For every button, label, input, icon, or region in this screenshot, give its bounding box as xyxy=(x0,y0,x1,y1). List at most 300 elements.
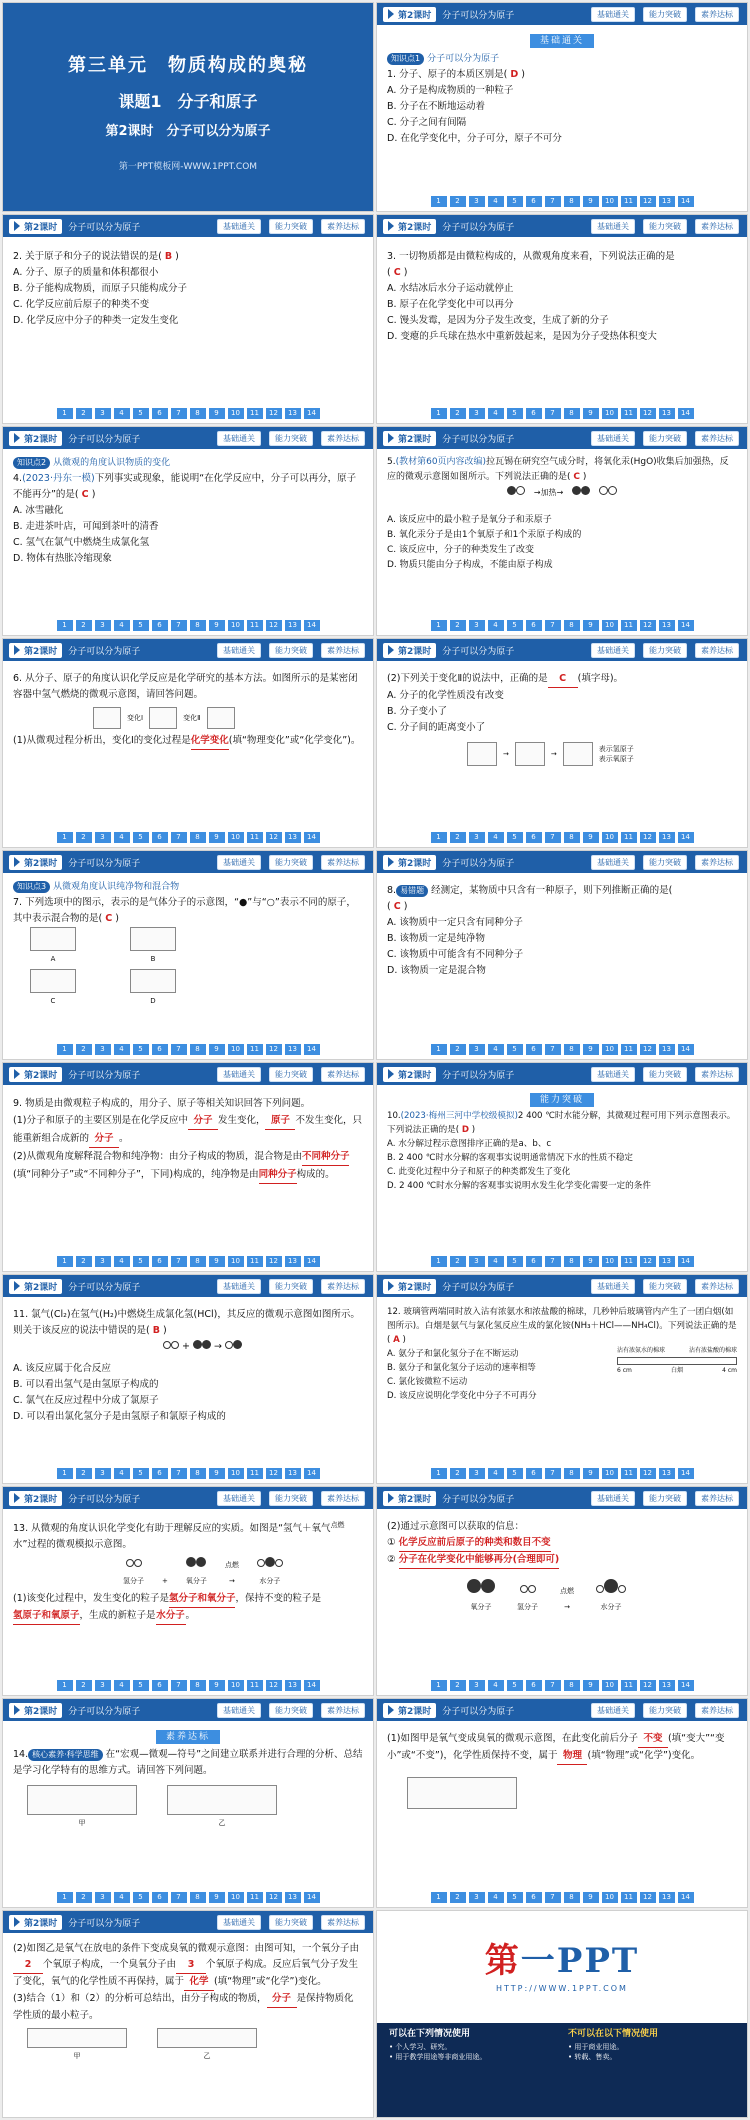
page-button[interactable]: 4 xyxy=(114,408,130,419)
page-button[interactable]: 13 xyxy=(659,408,675,419)
nav-literacy-button[interactable]: 素养达标 xyxy=(321,1915,365,1930)
nav-ability-button[interactable]: 能力突破 xyxy=(643,1067,687,1082)
page-button[interactable]: 14 xyxy=(678,196,694,207)
page-button[interactable]: 11 xyxy=(621,1680,637,1691)
page-button[interactable]: 8 xyxy=(190,1256,206,1267)
page-button[interactable]: 13 xyxy=(285,408,301,419)
page-button[interactable]: 3 xyxy=(469,620,485,631)
page-button[interactable]: 14 xyxy=(678,1468,694,1479)
page-button[interactable]: 3 xyxy=(95,832,111,843)
page-button[interactable]: 7 xyxy=(545,1468,561,1479)
page-button[interactable]: 2 xyxy=(450,1468,466,1479)
nav-literacy-button[interactable]: 素养达标 xyxy=(321,1703,365,1718)
page-button[interactable]: 1 xyxy=(431,196,447,207)
page-button[interactable]: 8 xyxy=(564,196,580,207)
page-button[interactable]: 7 xyxy=(545,196,561,207)
nav-literacy-button[interactable]: 素养达标 xyxy=(321,1067,365,1082)
page-button[interactable]: 5 xyxy=(133,1680,149,1691)
page-button[interactable]: 10 xyxy=(228,1044,244,1055)
page-button[interactable]: 13 xyxy=(285,1680,301,1691)
page-button[interactable]: 7 xyxy=(171,408,187,419)
page-button[interactable]: 7 xyxy=(171,1468,187,1479)
nav-basic-button[interactable]: 基础通关 xyxy=(217,1279,261,1294)
page-button[interactable]: 6 xyxy=(526,1892,542,1903)
page-button[interactable]: 2 xyxy=(76,620,92,631)
page-button[interactable]: 6 xyxy=(526,832,542,843)
page-button[interactable]: 7 xyxy=(545,1044,561,1055)
page-button[interactable]: 6 xyxy=(152,1256,168,1267)
page-button[interactable]: 13 xyxy=(659,1892,675,1903)
page-button[interactable]: 11 xyxy=(621,196,637,207)
page-button[interactable]: 4 xyxy=(114,1680,130,1691)
page-button[interactable]: 3 xyxy=(95,1468,111,1479)
page-button[interactable]: 13 xyxy=(285,832,301,843)
page-button[interactable]: 4 xyxy=(488,408,504,419)
page-button[interactable]: 2 xyxy=(450,620,466,631)
page-button[interactable]: 2 xyxy=(450,1892,466,1903)
page-button[interactable]: 6 xyxy=(152,1044,168,1055)
page-button[interactable]: 1 xyxy=(431,832,447,843)
page-button[interactable]: 10 xyxy=(602,1044,618,1055)
page-button[interactable]: 10 xyxy=(228,1468,244,1479)
page-button[interactable]: 14 xyxy=(678,408,694,419)
page-button[interactable]: 4 xyxy=(114,1892,130,1903)
page-button[interactable]: 11 xyxy=(621,620,637,631)
nav-basic-button[interactable]: 基础通关 xyxy=(591,1703,635,1718)
page-button[interactable]: 13 xyxy=(285,1468,301,1479)
page-button[interactable]: 3 xyxy=(469,832,485,843)
page-button[interactable]: 10 xyxy=(228,1256,244,1267)
page-button[interactable]: 12 xyxy=(266,1892,282,1903)
page-button[interactable]: 4 xyxy=(114,1044,130,1055)
nav-ability-button[interactable]: 能力突破 xyxy=(643,855,687,870)
page-button[interactable]: 6 xyxy=(526,620,542,631)
page-button[interactable]: 6 xyxy=(526,408,542,419)
nav-literacy-button[interactable]: 素养达标 xyxy=(321,219,365,234)
page-button[interactable]: 11 xyxy=(621,408,637,419)
nav-ability-button[interactable]: 能力突破 xyxy=(269,431,313,446)
page-button[interactable]: 14 xyxy=(304,1256,320,1267)
page-button[interactable]: 8 xyxy=(564,1044,580,1055)
page-button[interactable]: 10 xyxy=(602,1468,618,1479)
page-button[interactable]: 1 xyxy=(57,1256,73,1267)
page-button[interactable]: 11 xyxy=(247,1680,263,1691)
page-button[interactable]: 9 xyxy=(583,832,599,843)
page-button[interactable]: 1 xyxy=(431,1256,447,1267)
page-button[interactable]: 8 xyxy=(190,620,206,631)
page-button[interactable]: 2 xyxy=(76,1256,92,1267)
nav-ability-button[interactable]: 能力突破 xyxy=(643,643,687,658)
page-button[interactable]: 9 xyxy=(209,408,225,419)
page-button[interactable]: 2 xyxy=(76,1468,92,1479)
page-button[interactable]: 10 xyxy=(602,1892,618,1903)
nav-basic-button[interactable]: 基础通关 xyxy=(591,431,635,446)
page-button[interactable]: 4 xyxy=(488,1892,504,1903)
page-button[interactable]: 10 xyxy=(228,832,244,843)
page-button[interactable]: 14 xyxy=(678,832,694,843)
page-button[interactable]: 3 xyxy=(469,196,485,207)
page-button[interactable]: 2 xyxy=(76,408,92,419)
page-button[interactable]: 4 xyxy=(488,1468,504,1479)
page-button[interactable]: 9 xyxy=(209,1044,225,1055)
page-button[interactable]: 10 xyxy=(228,1680,244,1691)
page-button[interactable]: 11 xyxy=(247,1044,263,1055)
page-button[interactable]: 12 xyxy=(640,408,656,419)
nav-literacy-button[interactable]: 素养达标 xyxy=(695,1067,739,1082)
page-button[interactable]: 11 xyxy=(247,1892,263,1903)
page-button[interactable]: 7 xyxy=(545,1892,561,1903)
page-button[interactable]: 11 xyxy=(247,408,263,419)
page-button[interactable]: 5 xyxy=(507,1892,523,1903)
nav-ability-button[interactable]: 能力突破 xyxy=(269,219,313,234)
page-button[interactable]: 2 xyxy=(76,1044,92,1055)
page-button[interactable]: 12 xyxy=(640,620,656,631)
page-button[interactable]: 4 xyxy=(114,620,130,631)
page-button[interactable]: 7 xyxy=(171,1892,187,1903)
nav-basic-button[interactable]: 基础通关 xyxy=(591,643,635,658)
page-button[interactable]: 2 xyxy=(450,1256,466,1267)
nav-ability-button[interactable]: 能力突破 xyxy=(269,855,313,870)
page-button[interactable]: 9 xyxy=(583,1680,599,1691)
page-button[interactable]: 3 xyxy=(469,1892,485,1903)
page-button[interactable]: 1 xyxy=(431,620,447,631)
page-button[interactable]: 2 xyxy=(76,1892,92,1903)
page-button[interactable]: 9 xyxy=(209,1892,225,1903)
page-button[interactable]: 9 xyxy=(583,1044,599,1055)
nav-basic-button[interactable]: 基础通关 xyxy=(217,643,261,658)
page-button[interactable]: 9 xyxy=(583,620,599,631)
page-button[interactable]: 7 xyxy=(171,1680,187,1691)
page-button[interactable]: 8 xyxy=(190,832,206,843)
page-button[interactable]: 1 xyxy=(57,1044,73,1055)
page-button[interactable]: 6 xyxy=(152,832,168,843)
page-button[interactable]: 4 xyxy=(488,832,504,843)
page-button[interactable]: 1 xyxy=(431,1892,447,1903)
nav-ability-button[interactable]: 能力突破 xyxy=(269,1279,313,1294)
page-button[interactable]: 10 xyxy=(602,196,618,207)
page-nav xyxy=(377,408,747,419)
page-button[interactable]: 1 xyxy=(431,1044,447,1055)
page-button[interactable]: 1 xyxy=(431,408,447,419)
page-button[interactable]: 12 xyxy=(266,832,282,843)
page-button[interactable]: 3 xyxy=(469,408,485,419)
nav-ability-button[interactable]: 能力突破 xyxy=(269,643,313,658)
nav-ability-button[interactable]: 能力突破 xyxy=(643,7,687,22)
page-button[interactable]: 13 xyxy=(659,196,675,207)
nav-basic-button[interactable]: 基础通关 xyxy=(217,431,261,446)
nav-basic-button[interactable]: 基础通关 xyxy=(591,855,635,870)
page-button[interactable]: 3 xyxy=(95,1256,111,1267)
page-button[interactable]: 12 xyxy=(266,1256,282,1267)
page-button[interactable]: 3 xyxy=(469,1680,485,1691)
page-button[interactable]: 11 xyxy=(247,1468,263,1479)
page-button[interactable]: 1 xyxy=(57,1680,73,1691)
page-button[interactable]: 5 xyxy=(133,620,149,631)
nav-literacy-button[interactable]: 素养达标 xyxy=(695,219,739,234)
page-button[interactable]: 4 xyxy=(488,1044,504,1055)
page-button[interactable]: 13 xyxy=(659,1044,675,1055)
subquestion-2: (2)下列关于变化Ⅱ的说法中，正确的是 C (填字母)。 xyxy=(387,671,737,688)
page-button[interactable]: 14 xyxy=(304,620,320,631)
page-button[interactable]: 12 xyxy=(640,832,656,843)
page-button[interactable]: 3 xyxy=(95,1680,111,1691)
page-button[interactable]: 9 xyxy=(209,620,225,631)
question-9: 9. 物质是由微观粒子构成的，用分子、原子等相关知识回答下列问题。 xyxy=(13,1098,311,1109)
nav-basic-button[interactable]: 基础通关 xyxy=(217,1491,261,1506)
page-button[interactable]: 8 xyxy=(564,620,580,631)
page-button[interactable]: 8 xyxy=(564,1892,580,1903)
page-button[interactable]: 6 xyxy=(152,1468,168,1479)
nav-literacy-button[interactable]: 素养达标 xyxy=(321,643,365,658)
page-button[interactable]: 14 xyxy=(678,1256,694,1267)
page-button[interactable]: 6 xyxy=(526,1468,542,1479)
page-button[interactable]: 4 xyxy=(488,1680,504,1691)
page-button[interactable]: 6 xyxy=(152,1892,168,1903)
page-button[interactable]: 12 xyxy=(640,1680,656,1691)
page-button[interactable]: 13 xyxy=(659,1256,675,1267)
page-button[interactable]: 12 xyxy=(640,196,656,207)
nav-ability-button[interactable]: 能力突破 xyxy=(643,219,687,234)
page-button[interactable]: 8 xyxy=(190,1044,206,1055)
page-button[interactable]: 14 xyxy=(304,408,320,419)
page-button[interactable]: 1 xyxy=(57,1468,73,1479)
page-button[interactable]: 7 xyxy=(171,832,187,843)
nav-literacy-button[interactable]: 素养达标 xyxy=(695,431,739,446)
nav-basic-button[interactable]: 基础通关 xyxy=(591,1491,635,1506)
page-button[interactable]: 10 xyxy=(602,408,618,419)
page-button[interactable]: 8 xyxy=(190,1892,206,1903)
page-button[interactable]: 4 xyxy=(114,832,130,843)
nav-basic-button[interactable]: 基础通关 xyxy=(217,219,261,234)
page-button[interactable]: 12 xyxy=(640,1256,656,1267)
page-button[interactable]: 5 xyxy=(133,1468,149,1479)
nav-literacy-button[interactable]: 素养达标 xyxy=(695,1703,739,1718)
page-button[interactable]: 5 xyxy=(507,1680,523,1691)
page-button[interactable]: 8 xyxy=(190,1468,206,1479)
page-button[interactable]: 1 xyxy=(57,832,73,843)
nav-ability-button[interactable]: 能力突破 xyxy=(269,1491,313,1506)
nav-ability-button[interactable]: 能力突破 xyxy=(643,431,687,446)
page-button[interactable]: 3 xyxy=(95,408,111,419)
nav-basic-button[interactable]: 基础通关 xyxy=(217,1703,261,1718)
page-button[interactable]: 4 xyxy=(114,1256,130,1267)
page-button[interactable]: 12 xyxy=(266,620,282,631)
page-button[interactable]: 14 xyxy=(304,1680,320,1691)
nav-basic-button[interactable]: 基础通关 xyxy=(591,219,635,234)
page-button[interactable]: 3 xyxy=(469,1468,485,1479)
page-button[interactable]: 5 xyxy=(133,1256,149,1267)
page-button[interactable]: 12 xyxy=(266,408,282,419)
page-button[interactable]: 11 xyxy=(247,1256,263,1267)
page-button[interactable]: 2 xyxy=(450,1044,466,1055)
page-button[interactable]: 11 xyxy=(621,1044,637,1055)
nav-literacy-button[interactable]: 素养达标 xyxy=(321,1491,365,1506)
page-button[interactable]: 11 xyxy=(621,1892,637,1903)
nav-basic-button[interactable]: 基础通关 xyxy=(217,1915,261,1930)
page-button[interactable]: 13 xyxy=(659,620,675,631)
page-button[interactable]: 8 xyxy=(564,1680,580,1691)
page-button[interactable]: 9 xyxy=(209,1680,225,1691)
page-button[interactable]: 1 xyxy=(431,1680,447,1691)
page-button[interactable]: 7 xyxy=(545,1680,561,1691)
page-button[interactable]: 12 xyxy=(266,1468,282,1479)
page-button[interactable]: 8 xyxy=(190,408,206,419)
page-button[interactable]: 10 xyxy=(228,1892,244,1903)
page-button[interactable]: 5 xyxy=(133,1044,149,1055)
page-button[interactable]: 1 xyxy=(57,1892,73,1903)
nav-basic-button[interactable]: 基础通关 xyxy=(217,855,261,870)
nav-ability-button[interactable]: 能力突破 xyxy=(643,1491,687,1506)
page-button[interactable]: 14 xyxy=(304,1468,320,1479)
page-button[interactable]: 10 xyxy=(602,620,618,631)
nav-ability-button[interactable]: 能力突破 xyxy=(643,1703,687,1718)
page-button[interactable]: 7 xyxy=(171,1256,187,1267)
page-button[interactable]: 7 xyxy=(545,408,561,419)
nav-literacy-button[interactable]: 素养达标 xyxy=(695,643,739,658)
nav-literacy-button[interactable]: 素养达标 xyxy=(695,7,739,22)
page-button[interactable]: 11 xyxy=(247,620,263,631)
page-button[interactable]: 6 xyxy=(152,620,168,631)
page-button[interactable]: 9 xyxy=(583,196,599,207)
page-button[interactable]: 13 xyxy=(285,1044,301,1055)
page-button[interactable]: 10 xyxy=(602,1256,618,1267)
page-button[interactable]: 2 xyxy=(76,832,92,843)
page-button[interactable]: 1 xyxy=(431,1468,447,1479)
page-button[interactable]: 14 xyxy=(678,620,694,631)
page-button[interactable]: 1 xyxy=(57,408,73,419)
nav-basic-button[interactable]: 基础通关 xyxy=(217,1067,261,1082)
option-c: C. 氯化铵微粒不运动 xyxy=(387,1377,468,1387)
page-button[interactable]: 12 xyxy=(266,1044,282,1055)
page-button[interactable]: 14 xyxy=(304,832,320,843)
nav-basic-button[interactable]: 基础通关 xyxy=(591,1279,635,1294)
page-button[interactable]: 12 xyxy=(640,1044,656,1055)
nav-ability-button[interactable]: 能力突破 xyxy=(269,1703,313,1718)
page-button[interactable]: 10 xyxy=(602,832,618,843)
page-button[interactable]: 9 xyxy=(583,1892,599,1903)
page-button[interactable]: 7 xyxy=(545,1256,561,1267)
page-button[interactable]: 12 xyxy=(640,1892,656,1903)
page-button[interactable]: 12 xyxy=(266,1680,282,1691)
page-button[interactable]: 11 xyxy=(247,832,263,843)
page-button[interactable]: 14 xyxy=(304,1892,320,1903)
nav-basic-button[interactable]: 基础通关 xyxy=(591,1067,635,1082)
question-10: 10.(2023·梅州三河中学校级模拟)2 400 ℃时水能分解，其微观过程可用下列示意图表示。下列说法正确的是( D ) xyxy=(387,1111,736,1135)
page-button[interactable]: 7 xyxy=(545,832,561,843)
page-button[interactable]: 6 xyxy=(526,1256,542,1267)
page-button[interactable]: 5 xyxy=(133,832,149,843)
nav-ability-button[interactable]: 能力突破 xyxy=(269,1067,313,1082)
page-button[interactable]: 4 xyxy=(488,196,504,207)
page-button[interactable]: 13 xyxy=(285,620,301,631)
page-button[interactable]: 3 xyxy=(469,1256,485,1267)
page-button[interactable]: 13 xyxy=(285,1256,301,1267)
page-button[interactable]: 10 xyxy=(228,408,244,419)
page-button[interactable]: 7 xyxy=(171,620,187,631)
page-button[interactable]: 10 xyxy=(228,620,244,631)
page-button[interactable]: 5 xyxy=(507,408,523,419)
page-button[interactable]: 6 xyxy=(526,196,542,207)
page-button[interactable]: 4 xyxy=(488,1256,504,1267)
page-button[interactable]: 8 xyxy=(190,1680,206,1691)
page-button[interactable]: 7 xyxy=(171,1044,187,1055)
page-button[interactable]: 3 xyxy=(95,620,111,631)
nav-basic-button[interactable]: 基础通关 xyxy=(591,7,635,22)
page-button[interactable]: 6 xyxy=(152,1680,168,1691)
option-c: C. 此变化过程中分子和原子的种类都发生了变化 xyxy=(387,1167,571,1177)
nav-literacy-button[interactable]: 素养达标 xyxy=(695,1491,739,1506)
page-button[interactable]: 4 xyxy=(114,1468,130,1479)
page-button[interactable]: 6 xyxy=(526,1044,542,1055)
nav-literacy-button[interactable]: 素养达标 xyxy=(321,431,365,446)
page-button[interactable]: 5 xyxy=(133,1892,149,1903)
page-button[interactable]: 7 xyxy=(545,620,561,631)
page-button[interactable]: 2 xyxy=(450,832,466,843)
page-button[interactable]: 11 xyxy=(621,1468,637,1479)
page-button[interactable]: 11 xyxy=(621,1256,637,1267)
nav-literacy-button[interactable]: 素养达标 xyxy=(321,1279,365,1294)
page-button[interactable]: 9 xyxy=(209,832,225,843)
page-button[interactable]: 2 xyxy=(450,408,466,419)
page-button[interactable]: 3 xyxy=(95,1892,111,1903)
page-button[interactable]: 6 xyxy=(526,1680,542,1691)
page-button[interactable]: 4 xyxy=(488,620,504,631)
brand-url[interactable]: HTTP://WWW.1PPT.COM xyxy=(496,1984,628,1993)
page-button[interactable]: 9 xyxy=(583,1468,599,1479)
page-button[interactable]: 3 xyxy=(95,1044,111,1055)
page-button[interactable]: 2 xyxy=(76,1680,92,1691)
page-button[interactable]: 8 xyxy=(564,832,580,843)
page-button[interactable]: 5 xyxy=(507,832,523,843)
page-button[interactable]: 5 xyxy=(507,620,523,631)
page-button[interactable]: 8 xyxy=(564,1468,580,1479)
page-button[interactable]: 13 xyxy=(659,1680,675,1691)
nav-ability-button[interactable]: 能力突破 xyxy=(643,1279,687,1294)
page-button[interactable]: 3 xyxy=(469,1044,485,1055)
page-button[interactable]: 9 xyxy=(583,1256,599,1267)
page-button[interactable]: 8 xyxy=(564,408,580,419)
page-button[interactable]: 5 xyxy=(507,1468,523,1479)
nav-literacy-button[interactable]: 素养达标 xyxy=(695,855,739,870)
page-button[interactable]: 2 xyxy=(450,196,466,207)
page-button[interactable]: 9 xyxy=(209,1256,225,1267)
page-button[interactable]: 10 xyxy=(602,1680,618,1691)
arrow-icon xyxy=(388,433,394,443)
page-button[interactable]: 8 xyxy=(564,1256,580,1267)
page-button[interactable]: 5 xyxy=(133,408,149,419)
page-button[interactable]: 14 xyxy=(304,1044,320,1055)
nav-literacy-button[interactable]: 素养达标 xyxy=(321,855,365,870)
page-button[interactable]: 12 xyxy=(640,1468,656,1479)
page-button[interactable]: 1 xyxy=(57,620,73,631)
nav-ability-button[interactable]: 能力突破 xyxy=(269,1915,313,1930)
page-button[interactable]: 5 xyxy=(507,1256,523,1267)
page-button[interactable]: 14 xyxy=(678,1044,694,1055)
page-button[interactable]: 13 xyxy=(659,1468,675,1479)
page-button[interactable]: 5 xyxy=(507,1044,523,1055)
page-button[interactable]: 13 xyxy=(285,1892,301,1903)
page-button[interactable]: 14 xyxy=(678,1680,694,1691)
page-button[interactable]: 9 xyxy=(583,408,599,419)
nav-literacy-button[interactable]: 素养达标 xyxy=(695,1279,739,1294)
page-button[interactable]: 2 xyxy=(450,1680,466,1691)
page-button[interactable]: 6 xyxy=(152,408,168,419)
page-button[interactable]: 5 xyxy=(507,196,523,207)
page-button[interactable]: 11 xyxy=(621,832,637,843)
page-button[interactable]: 13 xyxy=(659,832,675,843)
page-button[interactable]: 9 xyxy=(209,1468,225,1479)
page-button[interactable]: 14 xyxy=(678,1892,694,1903)
